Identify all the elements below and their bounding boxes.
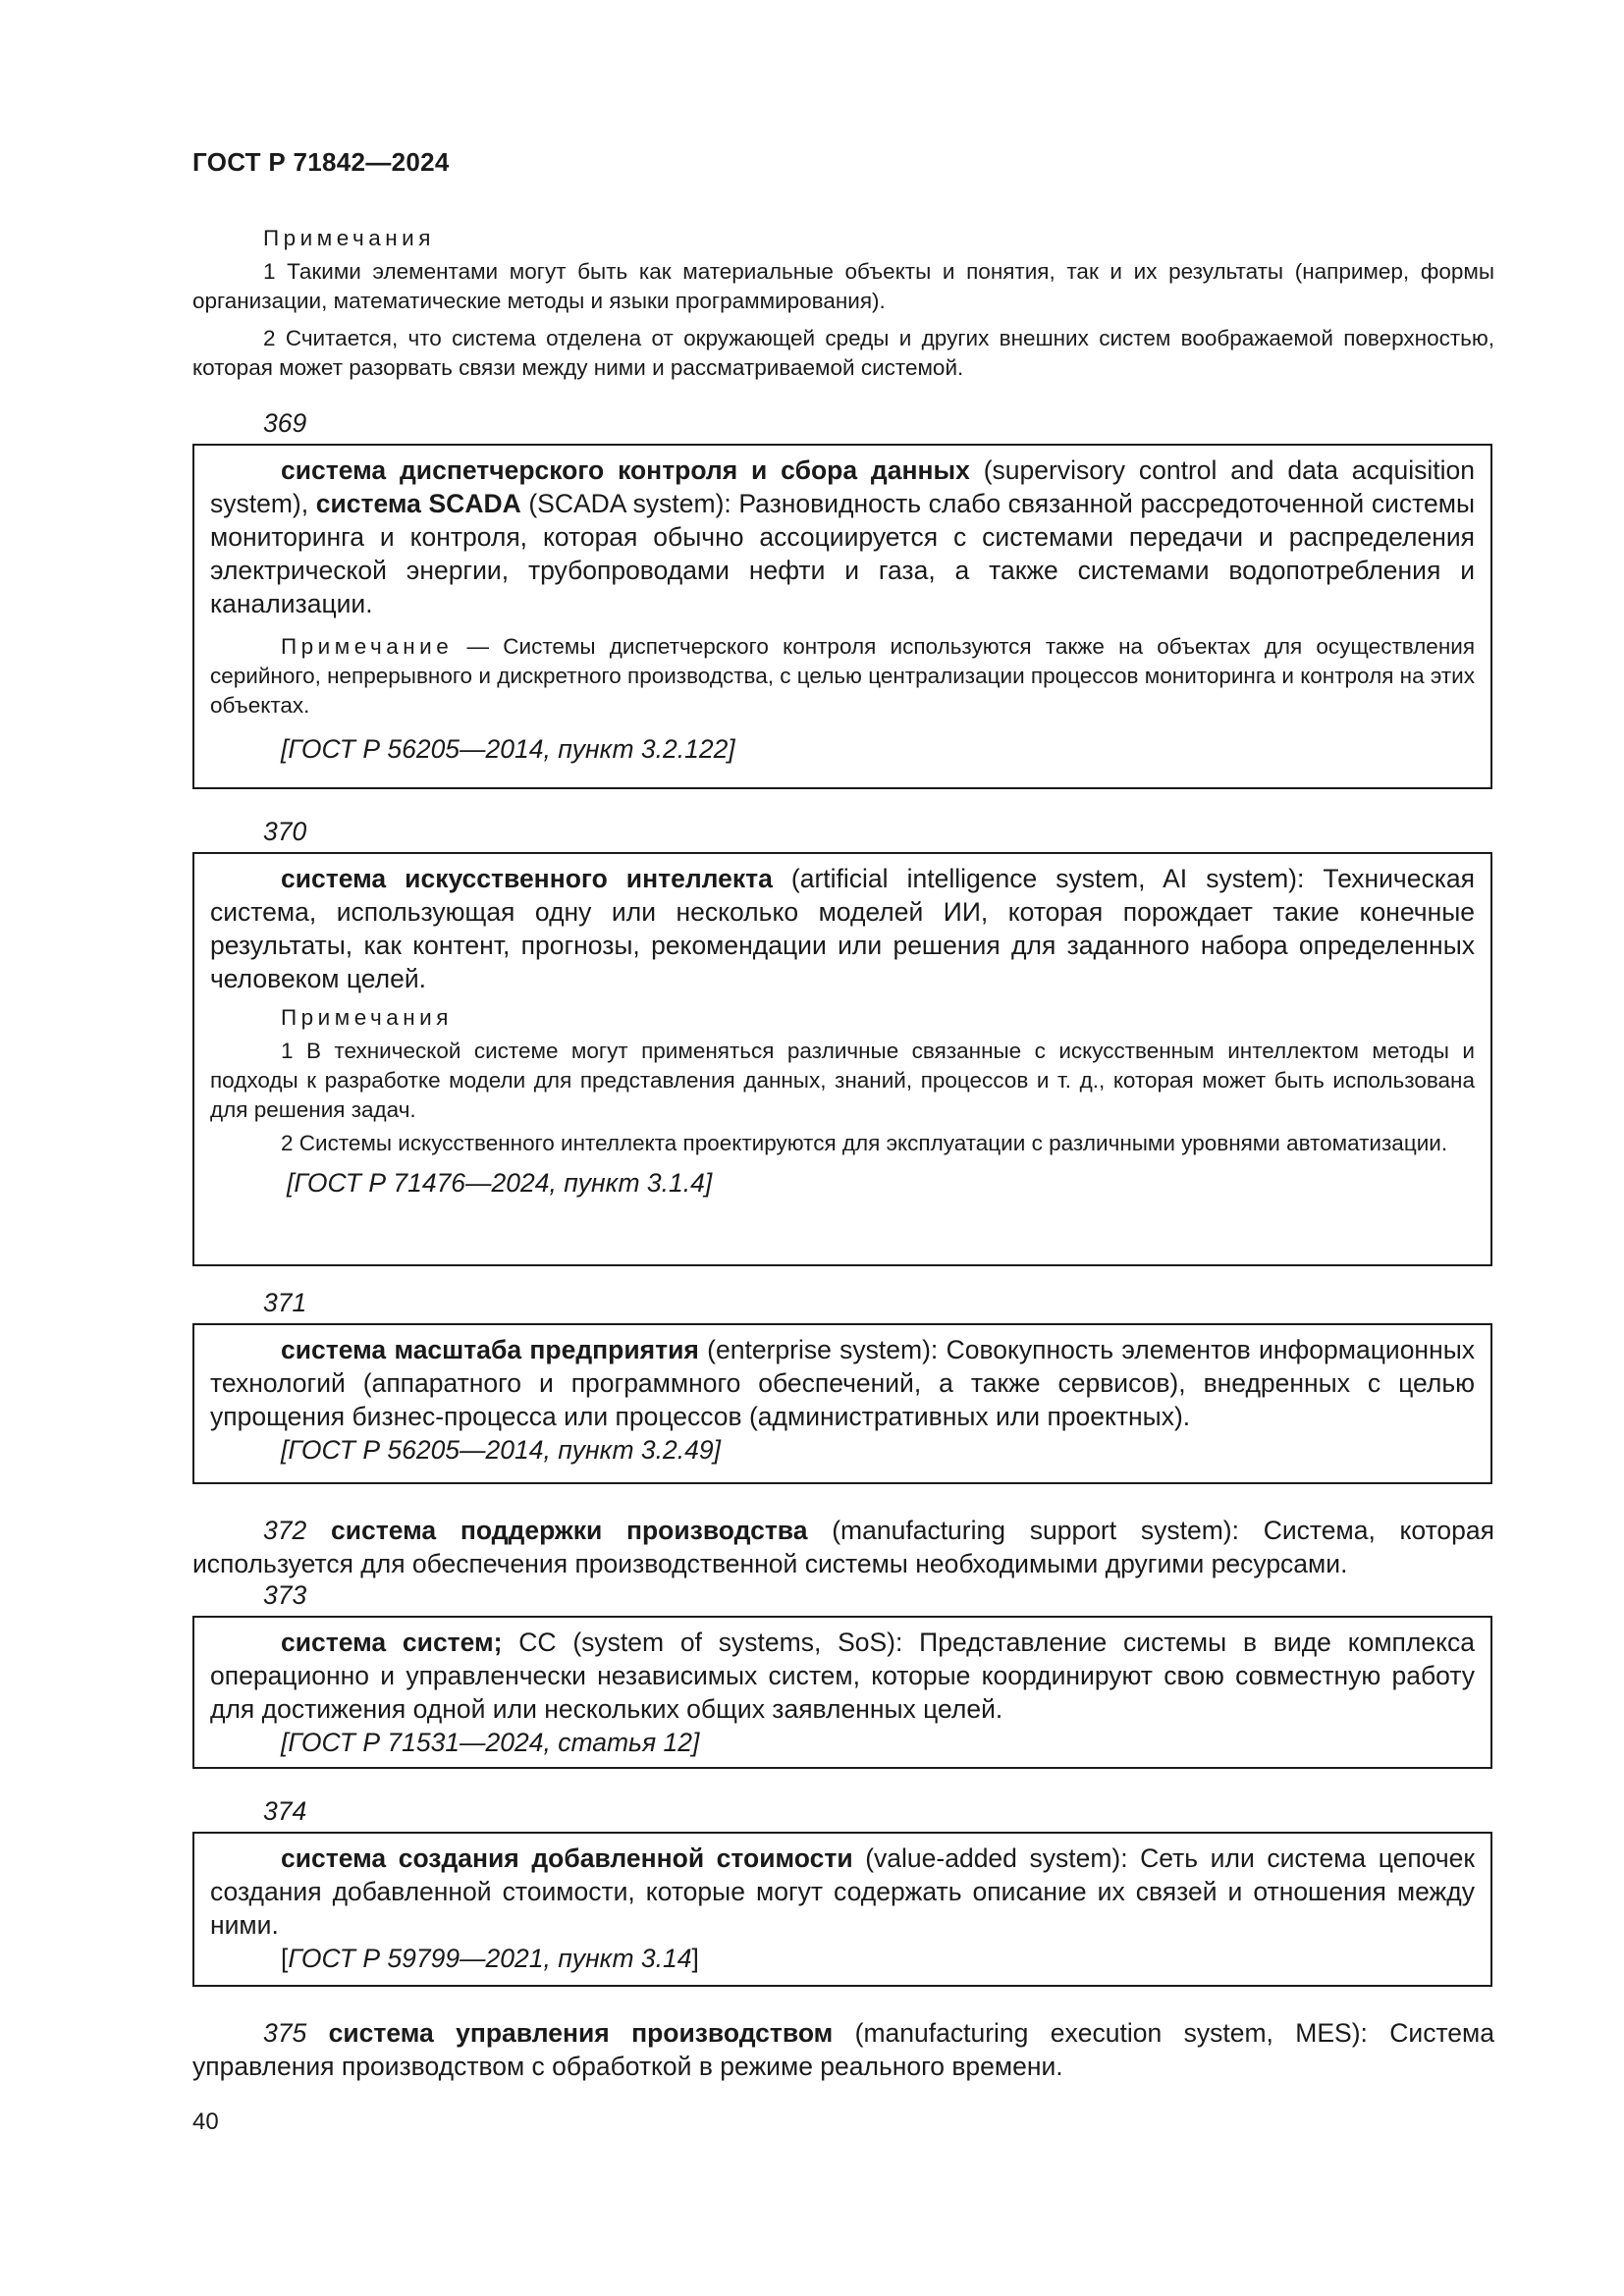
entry-reference-374 [210,1942,1475,1975]
definition-text: (manufacturing execution system, MES): Система управления производством с обработкой в режиме реального времени. [192,2018,1494,2081]
term: система создания добавленной стоимости [281,1843,853,1873]
entry-box-373 [192,1616,1492,1769]
term: система искусственного интеллекта [281,864,773,893]
entry-box-374 [192,1832,1492,1987]
entry-reference-371: [ГОСТ Р 56205—2014, пункт 3.2.49] [281,1435,721,1465]
entry-reference-369: [ГОСТ Р 56205—2014, пункт 3.2.122] [281,734,735,764]
entry-375 [192,2016,1494,2083]
notes-heading: Примечания [263,226,435,250]
ref-text: ГОСТ Р 59799—2021, пункт 3.14 [288,1944,692,1973]
note-label: Примечание [281,634,454,659]
page-number: 40 [192,2109,219,2135]
definition-text: (enterprise system): Совокупность элементов информационных технологий (аппаратного и программного обеспечений, а также сервисов), внедренных с целью упрощения бизнес-процесса или процессов (административных или проектных). [210,1335,1475,1431]
entry-number-371: 371 [263,1288,307,1317]
definition-text: (supervisory control and data acquisition system), [210,455,1475,518]
term: система масштаба предприятия [281,1335,699,1364]
term: система поддержки производства [330,1516,808,1545]
entry-number-374: 374 [263,1796,307,1826]
entry-box-371 [192,1323,1492,1484]
definition-text: (SCADA system): Разновидность слабо связанной рассредоточенной системы мониторинга и контроля, которая обычно ассоциируется с системами передачи и распределения электрической энергии, трубопроводами нефти и газа, а также системами водопотребления и канализации. [210,489,1475,618]
definition-text: (manufacturing support system): Система, которая используется для обеспечения производственной системы необходимыми другими ресурсами. [192,1516,1494,1578]
entry-number: 372 [263,1516,307,1545]
entry-box-369 [192,444,1492,789]
intro-note-1: 1 Такими элементами могут быть как материальные объекты и понятия, так и их результаты (например, формы организации, математические методы и языки программирования). [192,259,1494,313]
page-header-standard: ГОСТ Р 71842—2024 [192,147,450,177]
entry-372 [192,1514,1494,1580]
definition-text: (value-added system): Сеть или система цепочек создания добавленной стоимости, которые могут содержать описание их связей и отношения между ними. [210,1843,1475,1940]
intro-notes [192,224,1494,383]
entry-reference-370: [ГОСТ Р 71476—2024, пункт 3.1.4] [287,1168,713,1198]
term: система управления производством [328,2018,834,2048]
entry-definition-374 [210,1842,1475,1942]
entry-number: 375 [263,2018,307,2048]
entry-number-373: 373 [263,1580,307,1610]
entry-box-370 [192,852,1492,1266]
entry-definition-371 [210,1333,1475,1433]
notes-heading: Примечания [281,1005,453,1030]
entry-definition-373 [210,1626,1475,1726]
entry-definition-372 [192,1514,1494,1580]
entry-number-369: 369 [263,408,307,438]
entry-note-369 [210,632,1475,721]
definition-text: СС (system of systems, SoS): Представление системы в виде комплекса операционно и управленчески независимых систем, которые координируют свою совместную работу для достижения одной или нескольких общих заявленных целей. [210,1628,1475,1724]
term: система диспетчерского контроля и сбора данных [281,455,970,485]
entry-reference-373: [ГОСТ Р 71531—2024, статья 12] [281,1728,700,1757]
entry-note-370-1: 1 В технической системе могут применяться различные связанные с искусственным интеллектом методы и подходы к разработке модели для представления данных, знаний, процессов и т. д., которая может быть использована для решения задач. [210,1039,1475,1122]
intro-note-2: 2 Считается, что система отделена от окружающей среды и других внешних систем воображаемой поверхностью, которая может разорвать связи между ними и рассматриваемой системой. [192,326,1494,380]
entry-definition-369 [210,454,1475,620]
term: система систем; [281,1628,503,1657]
entry-number-370: 370 [263,817,307,846]
ref-bracket-open: [ [281,1944,289,1973]
note-text: — Системы диспетчерского контроля используются также на объектах для осуществления серийного, непрерывного и дискретного производства, с целью централизации процессов мониторинга и контроля на этих объектах. [210,634,1475,718]
definition-text: (artificial intelligence system, AI system): Техническая система, использующая одну или несколько моделей ИИ, которая порождает такие конечные результаты, как контент, прогнозы, рекомендации или решения для заданного набора определенных человеком целей. [210,864,1475,993]
term-synonym: система SCADA [315,489,521,518]
entry-note-370-2: 2 Системы искусственного интеллекта проектируются для эксплуатации с различными уровнями автоматизации. [281,1131,1448,1155]
entry-definition-375 [192,2016,1494,2083]
ref-bracket-close: ] [691,1944,699,1973]
entry-definition-370 [210,862,1475,995]
